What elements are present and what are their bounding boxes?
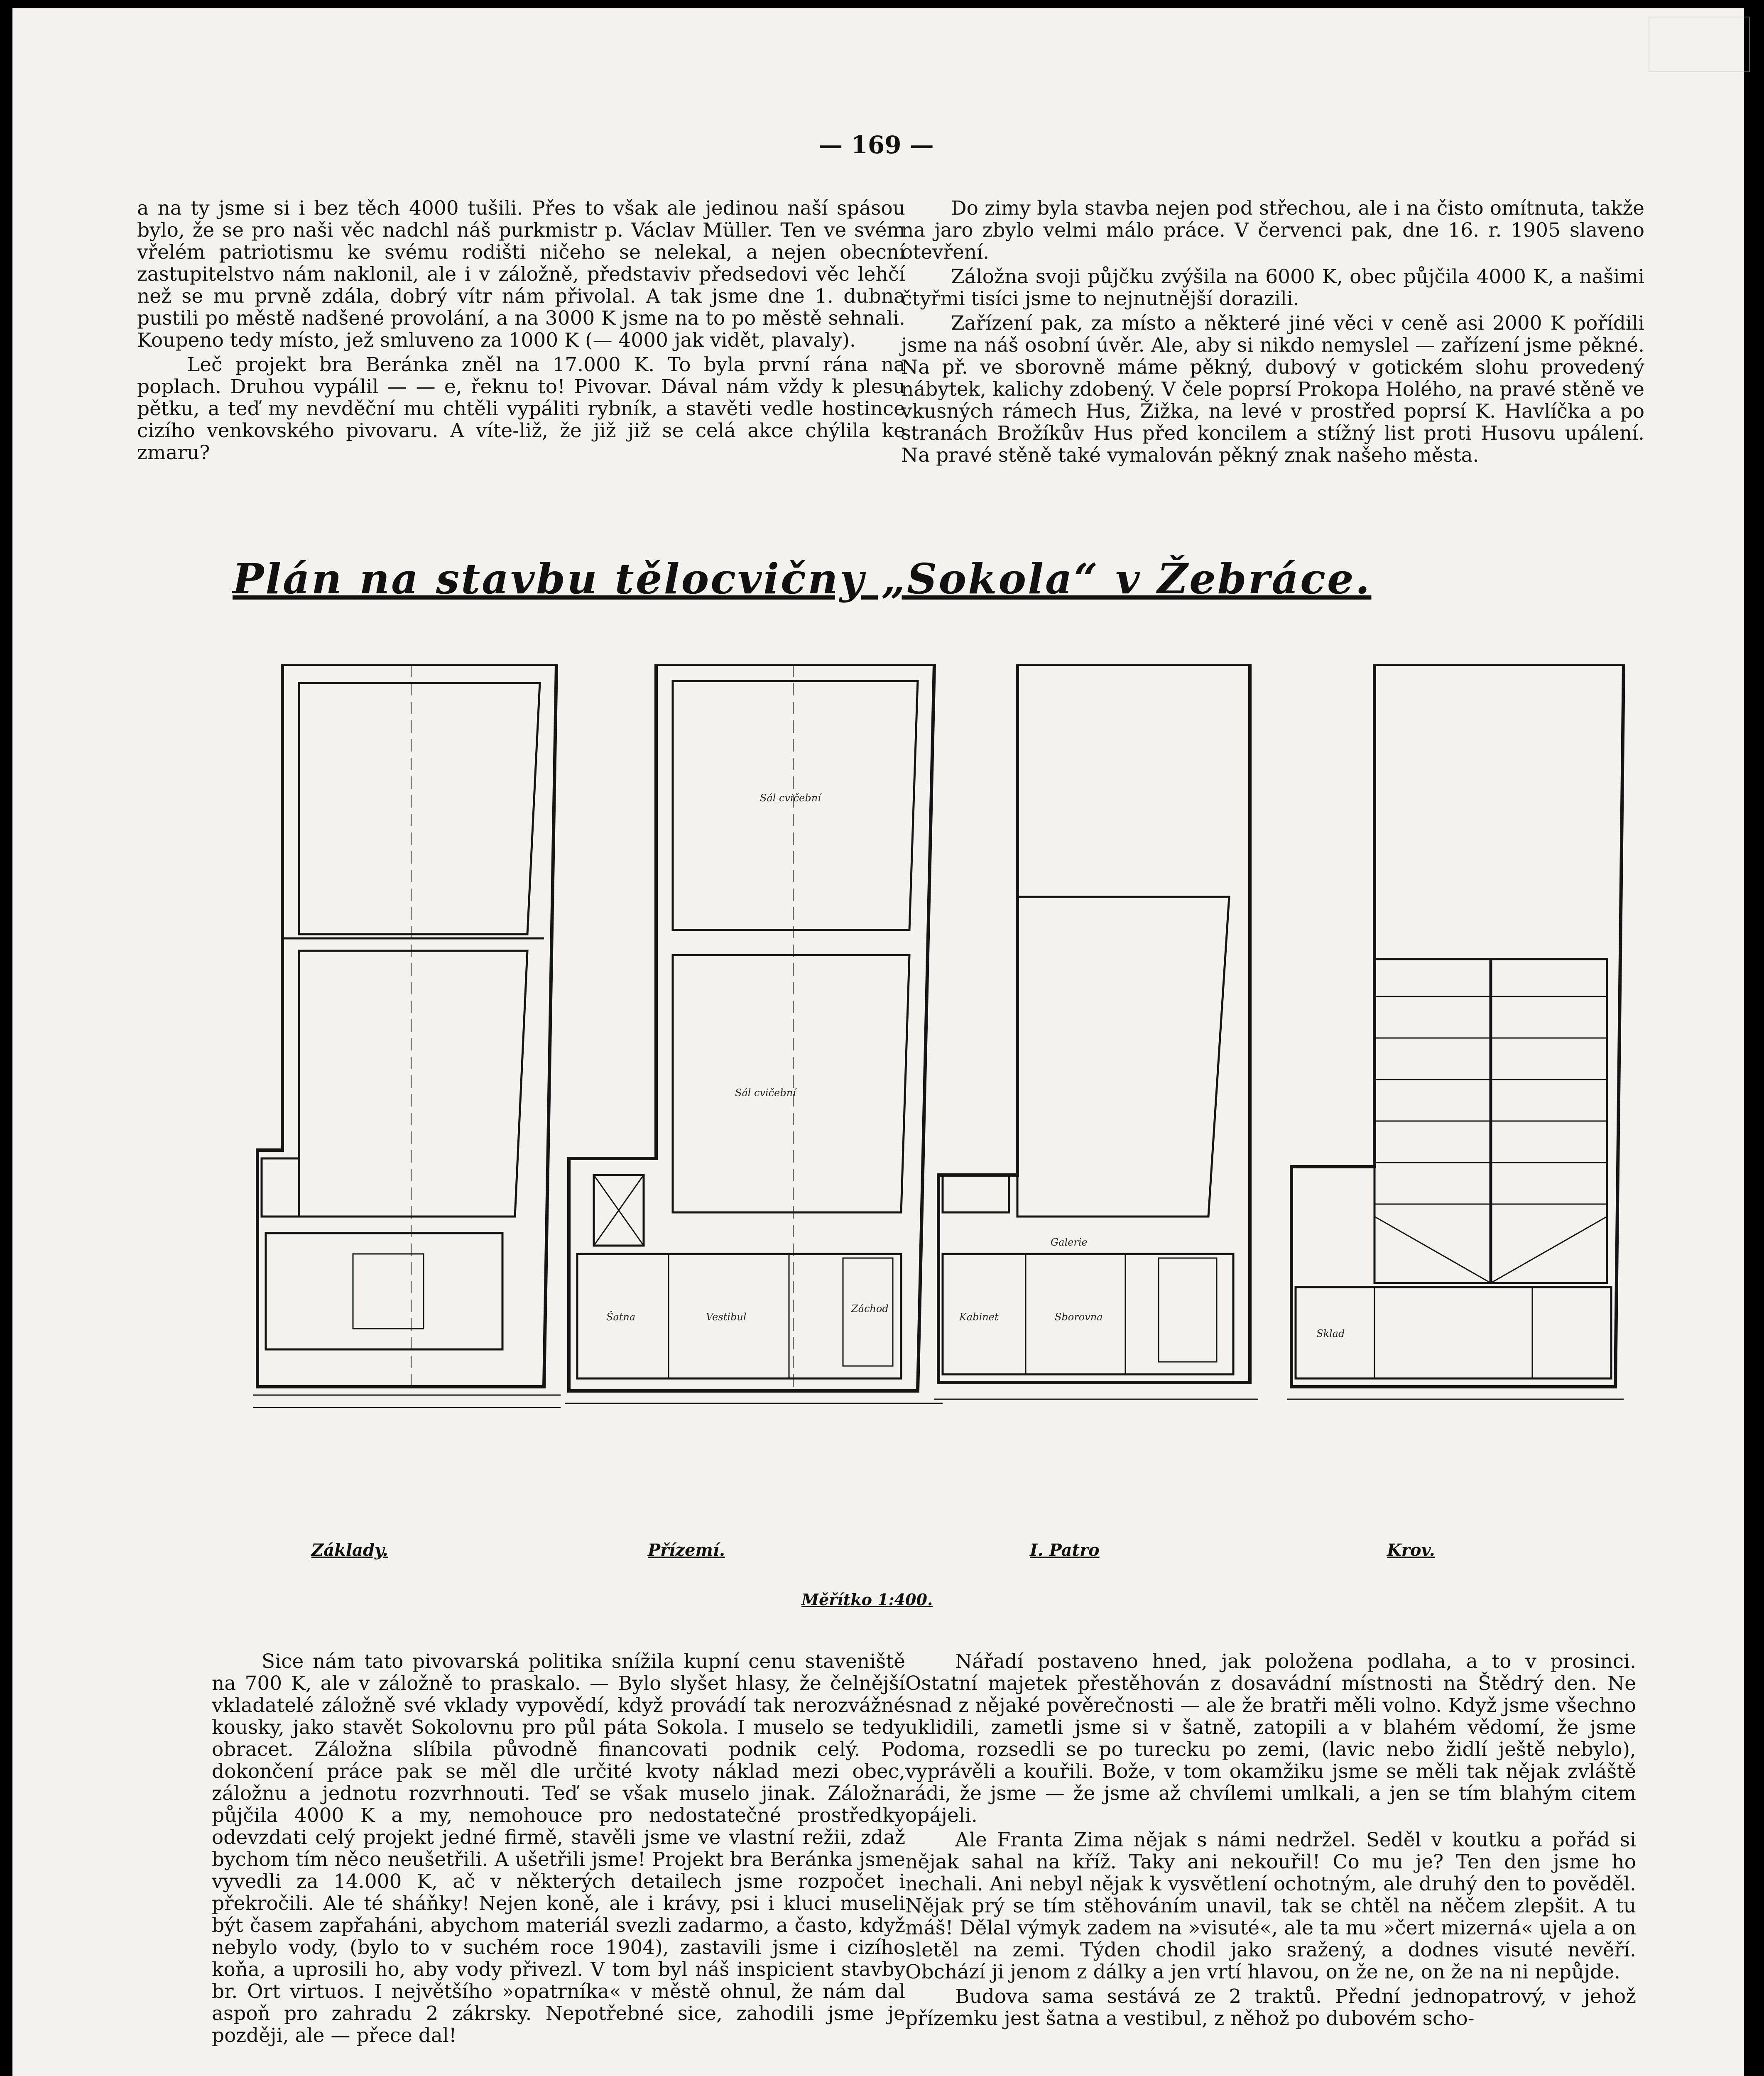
plan-label-roof: Krov. (1387, 1540, 1435, 1560)
room-label: Kabinet (959, 1311, 999, 1323)
paragraph: Záložna svoji půjčku zvýšila na 6000 K, obec půjčila 4000 K, a našimi čtyřmi tisíci jsme to nejnutnější dorazili. (901, 265, 1644, 310)
paragraph: Nářadí postaveno hned, jak položena podlaha, a to v prosinci. Ostatní majetek přestěhován z dosavádní místnosti na Štědrý den. Ne snad z nějaké pověrečnosti — ale že bratři měli volno. Když jsme všechno uklidili, zametli jsme si v šatně, zatopili a v blahém vědomí, že jsme doma, rozsedli se po turecku po zemi, (lavic nebo židlí ještě nebylo), vyprávěli a kouřili. Bože, v tom okamžiku jsme se měli tak nějak zvláště rádi, že jsme — že jsme až chvílemi umlkali, a jen se tím blahým citem opájeli. (905, 1650, 1636, 1827)
plan-roof (1287, 664, 1624, 1399)
room-label: Šatna (606, 1311, 636, 1323)
text-column-top-left (137, 197, 905, 464)
text-column-bottom-left (212, 1650, 905, 2047)
paragraph: Sice nám tato pivovarská politika snížila kupní cenu staveniště na 700 K, ale v záložně to praskalo. — Bylo slyšet hlasy, že čelnější vkladatelé záložně své vklady vypovědí, když provádí tak nerozvážné kousky, jako stavět Sokolovnu pro půl páta Sokola. I muselo se tedy obracet. Záložna slíbila původně financovati podnik celý. Po dokončení práce pak se měl dle určité kvoty náklad mezi obec, záložnu a jednotu rozvrhnouti. Teď se však muselo jinak. Záložna půjčila 4000 K a my, nemohouce pro nedostatečné prostředky odevzdati celý projekt jedné firmě, stavěli jsme ve vlastní režii, zdaž bychom tím něco neušetřili. A ušetřili jsme! Projekt bra Beránka jsme vyvedli za 14.000 K, ač v některých detailech jsme rozpočet i překročili. Ale té sháňky! Nejen koně, ale i krávy, psi i kluci museli být časem zapřaháni, abychom materiál svezli zadarmo, a často, když nebylo vody, (bylo to v suchém roce 1904), zastavili jsme i cizího koňa, a uprosili ho, aby vody přivezl. V tom byl náš inspicient stavby br. Ort virtuos. I největšího »opatrníka« v městě ohnul, že nám dal aspoň pro zahradu 2 zákrsky. Nepotřebné sice, zahodili jsme je později, ale — přece dal! (212, 1650, 905, 2047)
plan-first-floor (934, 664, 1258, 1399)
plan-foundations (253, 664, 561, 1408)
room-label: Sál cvičební (760, 792, 821, 804)
page-sheet (12, 8, 1744, 2076)
room-label: Sborovna (1055, 1311, 1103, 1323)
room-label: Vestibul (706, 1311, 747, 1323)
plan-label-foundations: Základy. (311, 1540, 388, 1560)
room-label: Galerie (1051, 1236, 1088, 1248)
page-number: — 169 — (818, 131, 934, 159)
plan-title: Plán na stavbu tělocvičny „Sokola“ v Žebráce. (233, 554, 1372, 603)
room-label: Záchod (851, 1303, 889, 1315)
text-column-top-right (901, 197, 1644, 466)
plan-ground-floor (565, 664, 943, 1403)
plan-label-ground-floor: Přízemí. (648, 1540, 725, 1560)
paragraph: Zařízení pak, za místo a některé jiné věci v ceně asi 2000 K pořídili jsme na náš osobní úvěr. Ale, aby si nikdo nemyslel — zařízení jsme pěkné. Na př. ve sborovně máme pěkný, dubový v gotickém slohu provedený nábytek, kalichy zdobený. V čele poprsí Prokopa Holého, na pravé stěně ve vkusných rámech Hus, Žižka, na levé v prostřed poprsí K. Havlíčka a po stranách Brožíkův Hus před koncilem a stížný list proti Husovu upálení. Na pravé stěně také vymalován pěkný znak našeho města. (901, 312, 1644, 467)
paragraph: Budova sama sestává ze 2 traktů. Přední jednopatrový, v jehož přízemku jest šatna a vestibul, z něhož po dubovém scho- (905, 1985, 1636, 2030)
scale-label: Měřítko 1:400. (801, 1590, 933, 1609)
architectural-floor-plans (253, 664, 1673, 1561)
library-stamp (1649, 17, 1750, 72)
paragraph: Do zimy byla stavba nejen pod střechou, ale i na čisto omítnuta, takže na jaro zbylo velmi málo práce. V červenci pak, dne 16. r. 1905 slaveno otevření. (901, 197, 1644, 264)
paragraph: a na ty jsme si i bez těch 4000 tušili. Přes to však ale jedinou naší spásou bylo, že se pro naši věc nadchl náš purkmistr p. Václav Müller. Ten ve svém vřelém patriotismu ke svému rodišti ničeho se nelekal, a nejen obecní zastupitelstvo nám naklonil, ale i v záložně, představiv předsedovi věc lehčí než se mu prvně zdála, dobrý vítr nám přivolal. A tak jsme dne 1. dubna pustili po městě nadšené provolání, a na 3000 K jsme na to po městě sehnali. Koupeno tedy místo, jež smluveno za 1000 K (— 4000 jak vidět, plavaly). (137, 197, 905, 352)
room-label: Sklad (1316, 1328, 1345, 1339)
room-label: Sál cvičební (735, 1087, 796, 1099)
paragraph: Leč projekt bra Beránka zněl na 17.000 K. To byla první rána na poplach. Druhou vypálil — — e, řeknu to! Pivovar. Dával nám vždy k plesu pětku, a teď my nevděční mu chtěli vypáliti rybník, a stavěti vedle hostince cizího venkovského pivovaru. A víte-liž, že již již se celá akce chýlila ke zmaru? (137, 353, 905, 464)
text-column-bottom-right (905, 1650, 1636, 2029)
paragraph: Ale Franta Zima nějak s námi nedržel. Seděl v koutku a pořád si nějak sahal na kříž. Taky ani nekouřil! Co mu je? Ten den jsme ho nechali. Ani nebyl nějak k vysvětlení ochotným, ale druhý den to pověděl. Nějak prý se tím stěhováním unavil, tak se chtěl na něčem zlepšit. A tu máš! Dělal výmyk zadem na »visuté«, ale ta mu »čert mizerná« ujela a on sletěl na zemi. Týden chodil jako sražený, a dodnes visuté nevěří. Obchází ji jenom z dálky a jen vrtí hlavou, on že ne, on že na ni nepůjde. (905, 1829, 1636, 1983)
plan-label-first-floor: I. Patro (1030, 1540, 1100, 1560)
